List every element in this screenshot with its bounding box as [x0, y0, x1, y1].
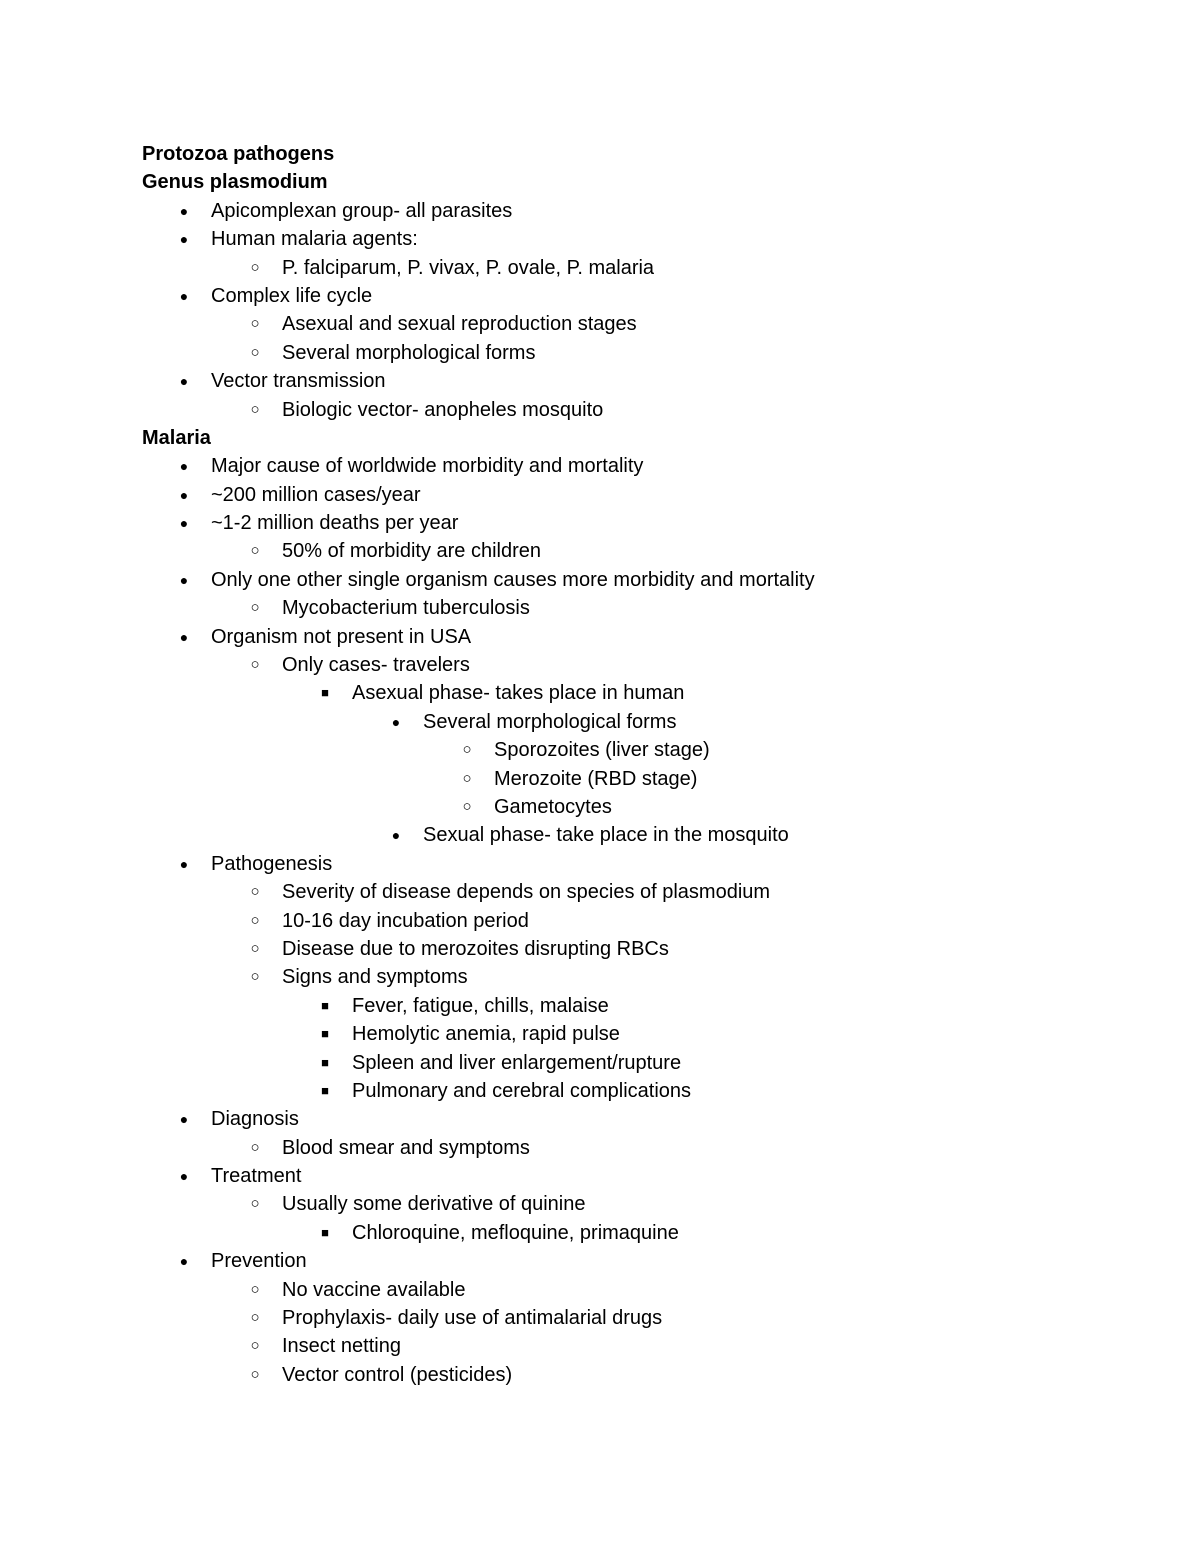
- list-item: [0, 651, 1200, 679]
- list-item: [0, 1105, 1200, 1133]
- list-item-text: Spleen and liver enlargement/rupture: [352, 1051, 682, 1074]
- list-item-text: Vector transmission: [211, 370, 386, 393]
- list-item: [0, 282, 1200, 310]
- list-item-text: Disease due to merozoites disrupting RBCs: [282, 937, 669, 960]
- list-item: [0, 396, 1200, 424]
- list-item: [0, 1219, 1200, 1247]
- list-item: [0, 1276, 1200, 1304]
- list-item-text: Sexual phase- take place in the mosquito: [423, 824, 789, 847]
- circle-bullet-icon: ○: [462, 741, 472, 759]
- list-item-text: ~200 million cases/year: [211, 483, 421, 506]
- circle-bullet-icon: ○: [250, 400, 260, 418]
- list-item: [0, 1247, 1200, 1275]
- disc-bullet-icon: ●: [391, 827, 401, 844]
- list-item: [0, 339, 1200, 367]
- list-item: [0, 225, 1200, 253]
- list-item-text: Prophylaxis- daily use of antimalarial drugs: [282, 1307, 663, 1330]
- disc-bullet-icon: ●: [179, 1168, 189, 1185]
- circle-bullet-icon: ○: [250, 1138, 260, 1156]
- list-item-text: Diagnosis: [211, 1108, 299, 1131]
- list-item-text: Only one other single organism causes more morbidity and mortality: [211, 568, 815, 591]
- list-item: [0, 594, 1200, 622]
- circle-bullet-icon: ○: [250, 1309, 260, 1327]
- circle-bullet-icon: ○: [250, 1337, 260, 1355]
- list-item: [0, 850, 1200, 878]
- disc-bullet-icon: ●: [179, 515, 189, 532]
- list-item: [0, 1361, 1200, 1389]
- list-item: [0, 821, 1200, 849]
- list-item: [0, 1049, 1200, 1077]
- list-item-text: 10-16 day incubation period: [282, 909, 529, 932]
- list-item-text: P. falciparum, P. vivax, P. ovale, P. malaria: [282, 256, 655, 279]
- list-item: [0, 1077, 1200, 1105]
- list-item: [0, 1190, 1200, 1218]
- list-item: [0, 566, 1200, 594]
- circle-bullet-icon: ○: [462, 769, 472, 787]
- disc-bullet-icon: ●: [179, 1111, 189, 1128]
- list-item-text: Organism not present in USA: [211, 625, 472, 648]
- list-item-text: Only cases- travelers: [282, 654, 470, 677]
- circle-bullet-icon: ○: [250, 1195, 260, 1213]
- list-item: [0, 310, 1200, 338]
- list-item-text: Chloroquine, mefloquine, primaquine: [352, 1221, 679, 1244]
- list-item-text: Severity of disease depends on species of plasmodium: [282, 881, 771, 904]
- circle-bullet-icon: ○: [250, 343, 260, 361]
- list-item: [0, 1332, 1200, 1360]
- circle-bullet-icon: ○: [250, 968, 260, 986]
- list-item: [0, 509, 1200, 537]
- list-item-text: Pulmonary and cerebral complications: [352, 1079, 692, 1102]
- circle-bullet-icon: ○: [250, 1365, 260, 1383]
- list-item: [0, 878, 1200, 906]
- list-item-text: Hemolytic anemia, rapid pulse: [352, 1023, 620, 1046]
- disc-bullet-icon: ●: [179, 202, 189, 219]
- list-item: [0, 935, 1200, 963]
- disc-bullet-icon: ●: [179, 855, 189, 872]
- square-bullet-icon: ■: [321, 1082, 329, 1098]
- disc-bullet-icon: ●: [179, 486, 189, 503]
- list-item: [0, 254, 1200, 282]
- list-item: [0, 907, 1200, 935]
- list-item: [0, 367, 1200, 395]
- list-item-text: Fever, fatigue, chills, malaise: [352, 994, 609, 1017]
- list-item-text: Asexual phase- takes place in human: [352, 682, 685, 705]
- section-heading: Genus plasmodium: [142, 171, 328, 194]
- list-item-text: Vector control (pesticides): [282, 1363, 513, 1386]
- disc-bullet-icon: ●: [179, 571, 189, 588]
- list-item: [0, 1020, 1200, 1048]
- list-item: [0, 679, 1200, 707]
- list-item: [0, 708, 1200, 736]
- list-item: [0, 793, 1200, 821]
- list-item-text: Major cause of worldwide morbidity and mortality: [211, 455, 644, 478]
- list-item: [0, 197, 1200, 225]
- circle-bullet-icon: ○: [250, 911, 260, 929]
- square-bullet-icon: ■: [321, 997, 329, 1013]
- section-heading: Malaria: [142, 426, 211, 449]
- list-item-text: Complex life cycle: [211, 284, 373, 307]
- disc-bullet-icon: ●: [179, 231, 189, 248]
- list-item-text: ~1-2 million deaths per year: [211, 512, 459, 535]
- list-item: [0, 481, 1200, 509]
- list-item-text: Apicomplexan group- all parasites: [211, 199, 513, 222]
- list-item-text: Biologic vector- anopheles mosquito: [282, 398, 604, 421]
- list-item-text: Signs and symptoms: [282, 966, 468, 989]
- list-item-text: Merozoite (RBD stage): [494, 767, 698, 790]
- disc-bullet-icon: ●: [179, 458, 189, 475]
- list-item-text: No vaccine available: [282, 1278, 466, 1301]
- list-item-text: Prevention: [211, 1250, 307, 1273]
- list-item: [0, 736, 1200, 764]
- list-item-text: Treatment: [211, 1165, 302, 1188]
- document-page: [0, 140, 1200, 1389]
- disc-bullet-icon: ●: [179, 628, 189, 645]
- list-item-text: Mycobacterium tuberculosis: [282, 597, 530, 620]
- list-item: [0, 1304, 1200, 1332]
- list-item: [0, 1162, 1200, 1190]
- section-heading: Protozoa pathogens: [142, 143, 335, 165]
- circle-bullet-icon: ○: [250, 1280, 260, 1298]
- square-bullet-icon: ■: [321, 1224, 329, 1240]
- square-bullet-icon: ■: [321, 685, 329, 701]
- list-item-text: Asexual and sexual reproduction stages: [282, 313, 637, 336]
- circle-bullet-icon: ○: [250, 258, 260, 276]
- list-item: [0, 1134, 1200, 1162]
- list-item-text: 50% of morbidity are children: [282, 540, 542, 563]
- disc-bullet-icon: ●: [179, 1253, 189, 1270]
- list-item: [0, 623, 1200, 651]
- list-item-text: Several morphological forms: [282, 341, 536, 364]
- list-item: [0, 765, 1200, 793]
- circle-bullet-icon: ○: [250, 656, 260, 674]
- disc-bullet-icon: ●: [179, 287, 189, 304]
- circle-bullet-icon: ○: [250, 542, 260, 560]
- square-bullet-icon: ■: [321, 1054, 329, 1070]
- list-item-text: Blood smear and symptoms: [282, 1136, 530, 1159]
- list-item-text: Sporozoites (liver stage): [494, 739, 710, 762]
- list-item-text: Pathogenesis: [211, 852, 333, 875]
- list-item-text: Insect netting: [282, 1335, 401, 1358]
- list-item-text: Several morphological forms: [423, 710, 677, 733]
- list-item-text: Human malaria agents:: [211, 228, 418, 251]
- list-item: [0, 992, 1200, 1020]
- list-item: [0, 537, 1200, 565]
- list-item: [0, 452, 1200, 480]
- circle-bullet-icon: ○: [250, 315, 260, 333]
- list-item-text: Gametocytes: [494, 795, 612, 818]
- circle-bullet-icon: ○: [462, 797, 472, 815]
- circle-bullet-icon: ○: [250, 883, 260, 901]
- circle-bullet-icon: ○: [250, 599, 260, 617]
- disc-bullet-icon: ●: [179, 373, 189, 390]
- disc-bullet-icon: ●: [391, 713, 401, 730]
- square-bullet-icon: ■: [321, 1026, 329, 1042]
- list-item-text: Usually some derivative of quinine: [282, 1193, 586, 1216]
- list-item: [0, 963, 1200, 991]
- circle-bullet-icon: ○: [250, 939, 260, 957]
